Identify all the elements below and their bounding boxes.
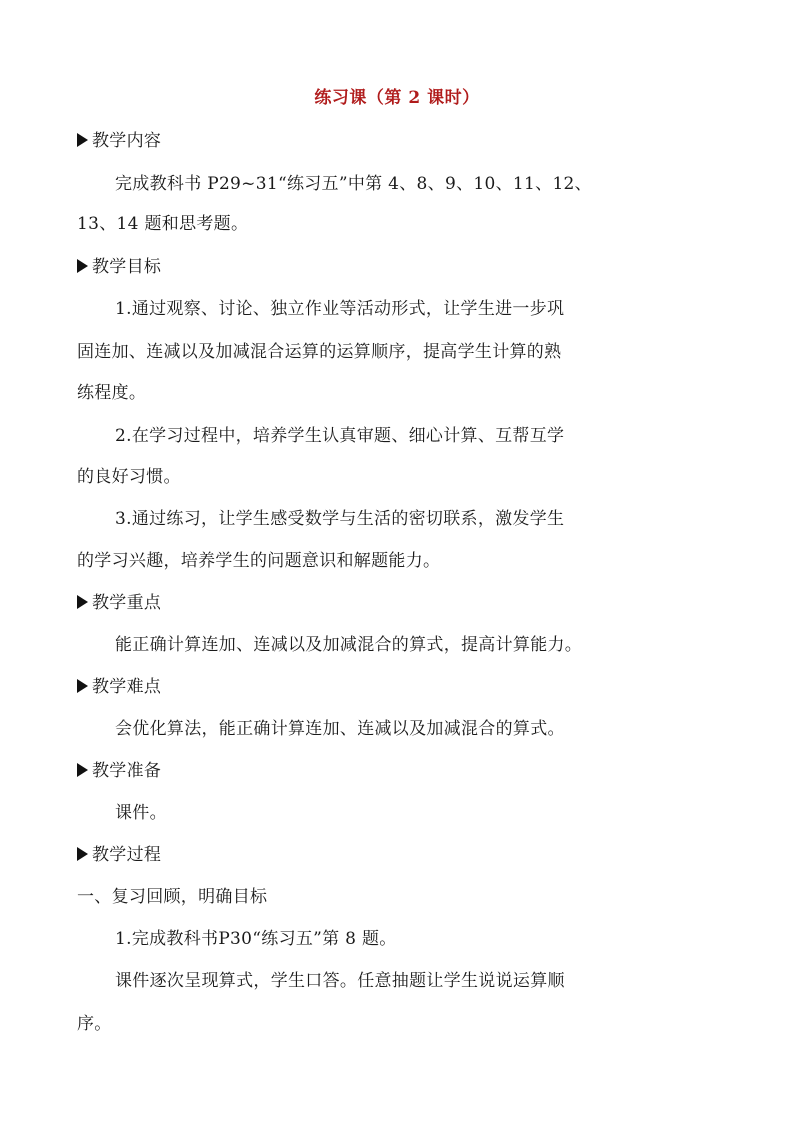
paragraph-line: 1.完成教科书P30“练习五”第 8 题。 [115,929,397,949]
paragraph-line: 3.通过练习，让学生感受数学与生活的密切联系，激发学生 [115,509,565,529]
paragraph-line: 完成教科书 P29~31“练习五”中第 4、8、9、10、11、12、 [115,174,592,194]
paragraph-line: 1.通过观察、讨论、独立作业等活动形式，让学生进一步巩 [115,299,565,319]
paragraph-line: 的学习兴趣，培养学生的问题意识和解题能力。 [77,551,441,571]
paragraph-line: 13、14 题和思考题。 [77,214,249,234]
section-heading-difficulty [77,675,161,699]
paragraph-line: 的良好习惯。 [77,467,181,487]
paragraph-line: 能正确计算连加、连减以及加减混合的算式，提高计算能力。 [115,635,583,655]
heading-text: 教学准备 [92,761,162,781]
section-heading-process [77,843,161,867]
heading-text: 教学难点 [92,677,162,697]
triangle-bullet-icon [77,679,88,693]
paragraph-line: 2.在学习过程中，培养学生认真审题、细心计算、互帮互学 [115,426,565,446]
document-title: 练习课（第 2 课时） [314,88,480,108]
heading-text: 教学过程 [92,845,162,865]
paragraph-line: 固连加、连减以及加减混合运算的运算顺序，提高学生计算的熟 [77,342,562,362]
triangle-bullet-icon [77,133,88,147]
subsection-heading: 一、复习回顾，明确目标 [77,887,268,907]
heading-text: 教学内容 [92,131,162,151]
paragraph-line: 课件。 [115,803,167,823]
section-heading-key-points [77,591,161,615]
paragraph-line: 序。 [77,1014,112,1034]
paragraph-line: 会优化算法，能正确计算连加、连减以及加减混合的算式。 [115,719,565,739]
section-heading-goals [77,255,161,279]
triangle-bullet-icon [77,763,88,777]
triangle-bullet-icon [77,595,88,609]
section-heading-content [77,129,161,153]
section-heading-preparation [77,759,161,783]
paragraph-line: 练程度。 [77,383,147,403]
heading-text: 教学重点 [92,593,162,613]
triangle-bullet-icon [77,259,88,273]
paragraph-line: 课件逐次呈现算式，学生口答。任意抽题让学生说说运算顺 [115,971,565,991]
triangle-bullet-icon [77,847,88,861]
heading-text: 教学目标 [92,257,162,277]
